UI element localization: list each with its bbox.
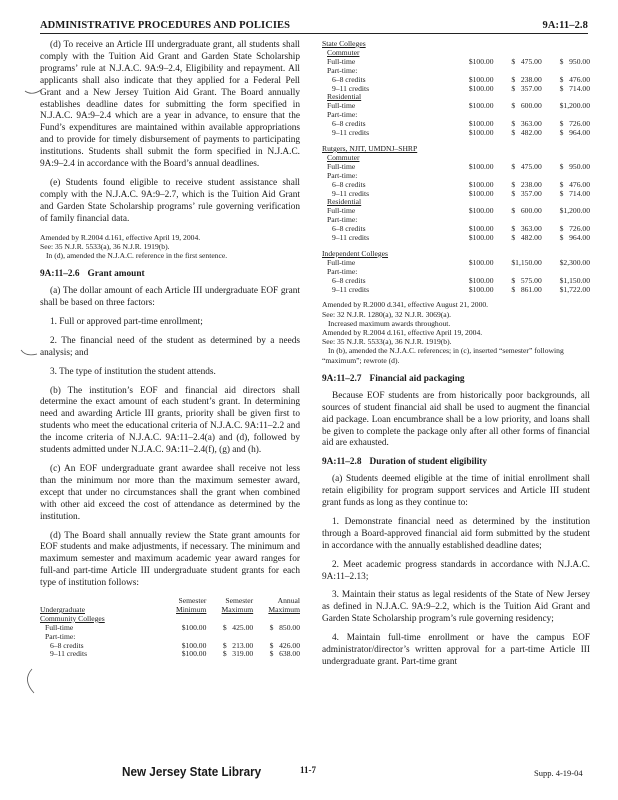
paragraph-d: (d) To receive an Article III undergraduate grant, all students shall comply with the Tuition Aid Grant and Garden State Scholarship programs’ rule at N.J.A.C. 9A:9–2.4, Eligibility and repayment. All applicants shall also indicate that they applied for a Federal Pell Grant and a New Jersey Tuition Aid Grant. The Board annually establishes deadline dates for submitting the form specified in N.J.A.C. 9A:9–2.4 which are a year in advance, to ensure that the Fund’s expenditures are maintained within available appropriations and to provide for timely disbursement of payments to participating institutions. Students shall submit the form specified in N.J.A.C. 9A:9–2.4 in accordance with the Board’s annual deadlines. [40,40,300,170]
grant-table-colleges [322,40,590,294]
margin-mark-icon [24,88,42,98]
cell-amount: $ 575.00 [511,275,542,285]
table-row [322,286,590,295]
table-row [322,207,590,216]
paragraph-d2: (d) The Board shall annually review the State grant amounts for EOF students and make adjustments, if necessary. The minimum and maximum semester and maximum academic year award ranges for full-and part-time Article III undergraduate student grants for each type of institution follows: [40,530,300,589]
row-label: Part-time: [327,110,358,120]
row-label: 6–8 credits [332,224,366,234]
col-header: Maximum [221,604,254,614]
section-title: Grant amount [87,269,145,280]
cell-amount: $ 482.00 [511,128,542,138]
paragraph-b: (b) The institution’s EOF and financial aid directors shall determine the exact amount of each student’s grant. In determining need and awarding Article III grants, priority shall be given first to students who meet the educational criteria of N.J.A.C. 9A:11–2.2 and the income criteria of N.J.A.C. 9A:11–2.4(a) and (d), followed by students admitted under N.J.A.C. 9A:11–2.4(f), (g) and (h). [40,385,300,456]
group-title: State Colleges [322,39,366,48]
table-row [322,190,590,199]
cell-amount: $ 482.00 [511,233,542,243]
section-heading-2-7 [322,374,590,386]
amendment-line: Amended by R.2000 d.341, effective August 21, 2000. [322,300,489,310]
row-label: 9–11 credits [332,188,370,198]
cell-amount: $100.00 [468,224,494,234]
cell-amount: $ 475.00 [511,161,542,171]
cell-amount: $100.00 [468,179,494,189]
list-item: 2. The financial need of the student as determined by a needs analysis; and [40,335,300,358]
page-number: 11-7 [300,765,317,775]
paragraph-e: (e) Students found eligible to receive student assistance shall comply with the N.J.A.C. 9A:9–2.7, which is the Tuition Aid Grant and Garden State Scholarship programs’ rule governing verification of family financial data. [40,177,300,224]
cell-amount: $100.00 [468,257,494,267]
cell-amount: $100.00 [468,74,494,84]
subgroup-title: Commuter [327,47,360,57]
row-label: Full-time [327,56,356,66]
paragraph-a: (a) The dollar amount of each Article III undergraduate EOF grant shall be based on three factors: [40,286,300,309]
amendment-note [40,233,300,261]
cell-amount: $ 476.00 [559,74,590,84]
table-row [322,58,590,67]
margin-mark-icon [20,348,38,358]
margin-mark-icon [20,668,38,694]
paragraph-c: (c) An EOF undergraduate grant awardee shall receive not less than the minimum nor more than the maximum semester award, except that under no circumstances shall the grant when combined with other aid exceed the cost of attendance as determined by the institution. [40,463,300,522]
col-header: Minimum [176,604,207,614]
row-label: 6–8 credits [332,119,366,129]
cell-amount: $ 319.00 [222,649,254,659]
header-section: 9A:11–2.8 [542,20,588,31]
cell-amount: $ 600.00 [511,206,542,216]
col-header: Annual [277,596,300,606]
cell-amount: $ 363.00 [511,224,542,234]
cell-amount: $100.00 [468,284,494,294]
cell-amount: $ 714.00 [559,188,590,198]
cell-amount: $ 850.00 [269,622,300,632]
left-column [40,40,300,659]
section-number: 9A:11–2.8 [322,457,362,468]
row-label: Full-time [327,101,356,111]
row-label: Part-time: [327,65,358,75]
grant-table-community [40,597,300,659]
amendment-line: In (b), amended the N.J.A.C. references; in (c), inserted “semester” following “maximum”; rewrote (d). [322,346,564,365]
cell-amount: $ 714.00 [559,83,590,93]
list-item: 1. Demonstrate financial need as determined by the institution through a Board-approved financial aid form submitted by the student in accordance with the annually established deadline dates; [322,516,590,551]
cell-amount: $100.00 [468,83,494,93]
row-label: 9–11 credits [332,83,370,93]
row-label: 6–8 credits [332,275,366,285]
row-label: Part-time: [327,266,358,276]
row-label: 6–8 credits [332,179,366,189]
running-header [40,20,588,34]
cell-amount: $ 726.00 [559,119,590,129]
list-item: 2. Meet academic progress standards in accordance with N.J.A.C. 9A:11–2.13; [322,559,590,582]
table-row [322,85,590,94]
header-title: ADMINISTRATIVE PROCEDURES AND POLICIES [40,20,291,31]
amendment-line: See: 35 N.J.R. 5533(a), 36 N.J.R. 1919(b). [40,241,170,251]
row-label: Full-time [327,257,356,267]
cell-amount: $ 964.00 [559,128,590,138]
table-row [322,102,590,111]
row-label: 6–8 credits [50,640,84,650]
cell-amount: $100.00 [468,101,494,111]
cell-amount: $1,200.00 [559,101,590,111]
cell-amount: $ 950.00 [559,161,590,171]
cell-amount: $100.00 [468,119,494,129]
cell-amount: $100.00 [468,206,494,216]
paragraph-2-8-a: (a) Students deemed eligible at the time of initial enrollment shall retain eligibility for program support services and Article III student grant funds as long as they continue to: [322,474,590,509]
cell-amount: $ 950.00 [559,56,590,66]
amendment-note [322,300,590,364]
amendment-line: In (d), amended the N.J.A.C. reference in the first sentence. [46,251,228,260]
cell-amount: $ 357.00 [511,83,542,93]
row-label: Part-time: [45,631,76,641]
row-label: Full-time [327,161,356,171]
cell-amount: $100.00 [468,56,494,66]
row-label: 9–11 credits [50,649,88,659]
cell-amount: $ 638.00 [269,649,300,659]
cell-amount: $ 238.00 [511,74,542,84]
table-row [322,259,590,268]
table-row [40,650,300,659]
list-item: 4. Maintain full-time enrollment or have the campus EOF administrator/director’s written approval for a part-time Article III undergraduate grant. Part-time grant [322,633,590,668]
cell-amount: $ 357.00 [511,188,542,198]
cell-amount: $ 600.00 [511,101,542,111]
col-header: Undergraduate [40,604,85,614]
row-label: 6–8 credits [332,74,366,84]
list-item: 3. The type of institution the student attends. [50,366,216,377]
cell-amount: $ 425.00 [222,622,254,632]
col-header: Semester [178,596,207,606]
supplement-date: Supp. 4-19-04 [534,768,583,778]
amendment-line: Increased maximum awards throughout. [328,318,451,328]
subgroup-title: Residential [327,92,362,102]
cell-amount: $100.00 [181,622,207,632]
col-header: Maximum [268,604,300,614]
library-stamp: New Jersey State Library [122,764,262,779]
subgroup-title: Residential [327,197,362,207]
row-label: 9–11 credits [332,284,370,294]
table-row [40,624,300,633]
cell-amount: $2,300.00 [559,257,590,267]
cell-amount: $1,722.00 [559,284,590,294]
cell-amount: $100.00 [468,161,494,171]
list-item: 3. Maintain their status as legal residents of the State of New Jersey as defined in N.J.A.C. 9A:9–2.2, which is the Tuition Aid Grant and Garden State Scholarship program’s rule governing residency; [322,590,590,625]
subgroup-title: Commuter [327,152,360,162]
cell-amount: $100.00 [468,233,494,243]
amendment-line: Amended by R.2004 d.161, effective April 19, 2004. [40,232,201,242]
cell-amount: $100.00 [181,640,207,650]
section-number: 9A:11–2.6 [40,269,80,280]
amendment-line: Amended by R.2004 d.161, effective April 19, 2004. [322,328,483,338]
cell-amount: $ 426.00 [269,640,300,650]
list-item: 1. Full or approved part-time enrollment; [50,316,203,327]
amendment-line: See: 35 N.J.R. 5533(a), 36 N.J.R. 1919(b). [322,337,452,347]
section-heading-2-8 [322,457,590,469]
cell-amount: $ 475.00 [511,56,542,66]
cell-amount: $100.00 [181,649,207,659]
table-row [322,234,590,243]
cell-amount: $100.00 [468,188,494,198]
cell-amount: $100.00 [468,128,494,138]
cell-amount: $ 726.00 [559,224,590,234]
cell-amount: $ 238.00 [511,179,542,189]
cell-amount: $100.00 [468,275,494,285]
table-row [322,129,590,138]
col-header: Semester [225,596,254,606]
row-label: 9–11 credits [332,128,370,138]
cell-amount: $ 476.00 [559,179,590,189]
cell-amount: $1,150.00 [559,275,590,285]
row-label: Part-time: [327,215,358,225]
cell-amount: $ 964.00 [559,233,590,243]
row-label: Full-time [327,206,356,216]
cell-amount: $ 861.00 [511,284,542,294]
right-column [322,40,590,676]
group-title: Rutgers, NJIT, UMDNJ–SHRP [322,143,418,153]
cell-amount: $ 363.00 [511,119,542,129]
row-label: Full-time [45,622,74,632]
group-title: Community Colleges [40,613,105,623]
cell-amount: $1,200.00 [559,206,590,216]
paragraph-2-7: Because EOF students are from historically poor backgrounds, all sources of student financial aid shall be used to augment the financial aid package. Loan encumbrance shall be a low priority, and loans shall be given to complete the package only after all other forms of financial aid are exhausted. [322,390,590,449]
amendment-line: See: 32 N.J.R. 1280(a), 32 N.J.R. 3069(a). [322,309,452,319]
section-heading-2-6 [40,269,300,281]
cell-amount: $1,150.00 [511,257,542,267]
section-title: Financial aid packaging [369,373,465,384]
cell-amount: $ 213.00 [222,640,254,650]
row-label: 9–11 credits [332,233,370,243]
row-label: Part-time: [327,170,358,180]
group-title: Independent Colleges [322,248,389,258]
table-row [322,163,590,172]
section-title: Duration of student eligibility [369,457,488,468]
section-number: 9A:11–2.7 [322,373,362,384]
